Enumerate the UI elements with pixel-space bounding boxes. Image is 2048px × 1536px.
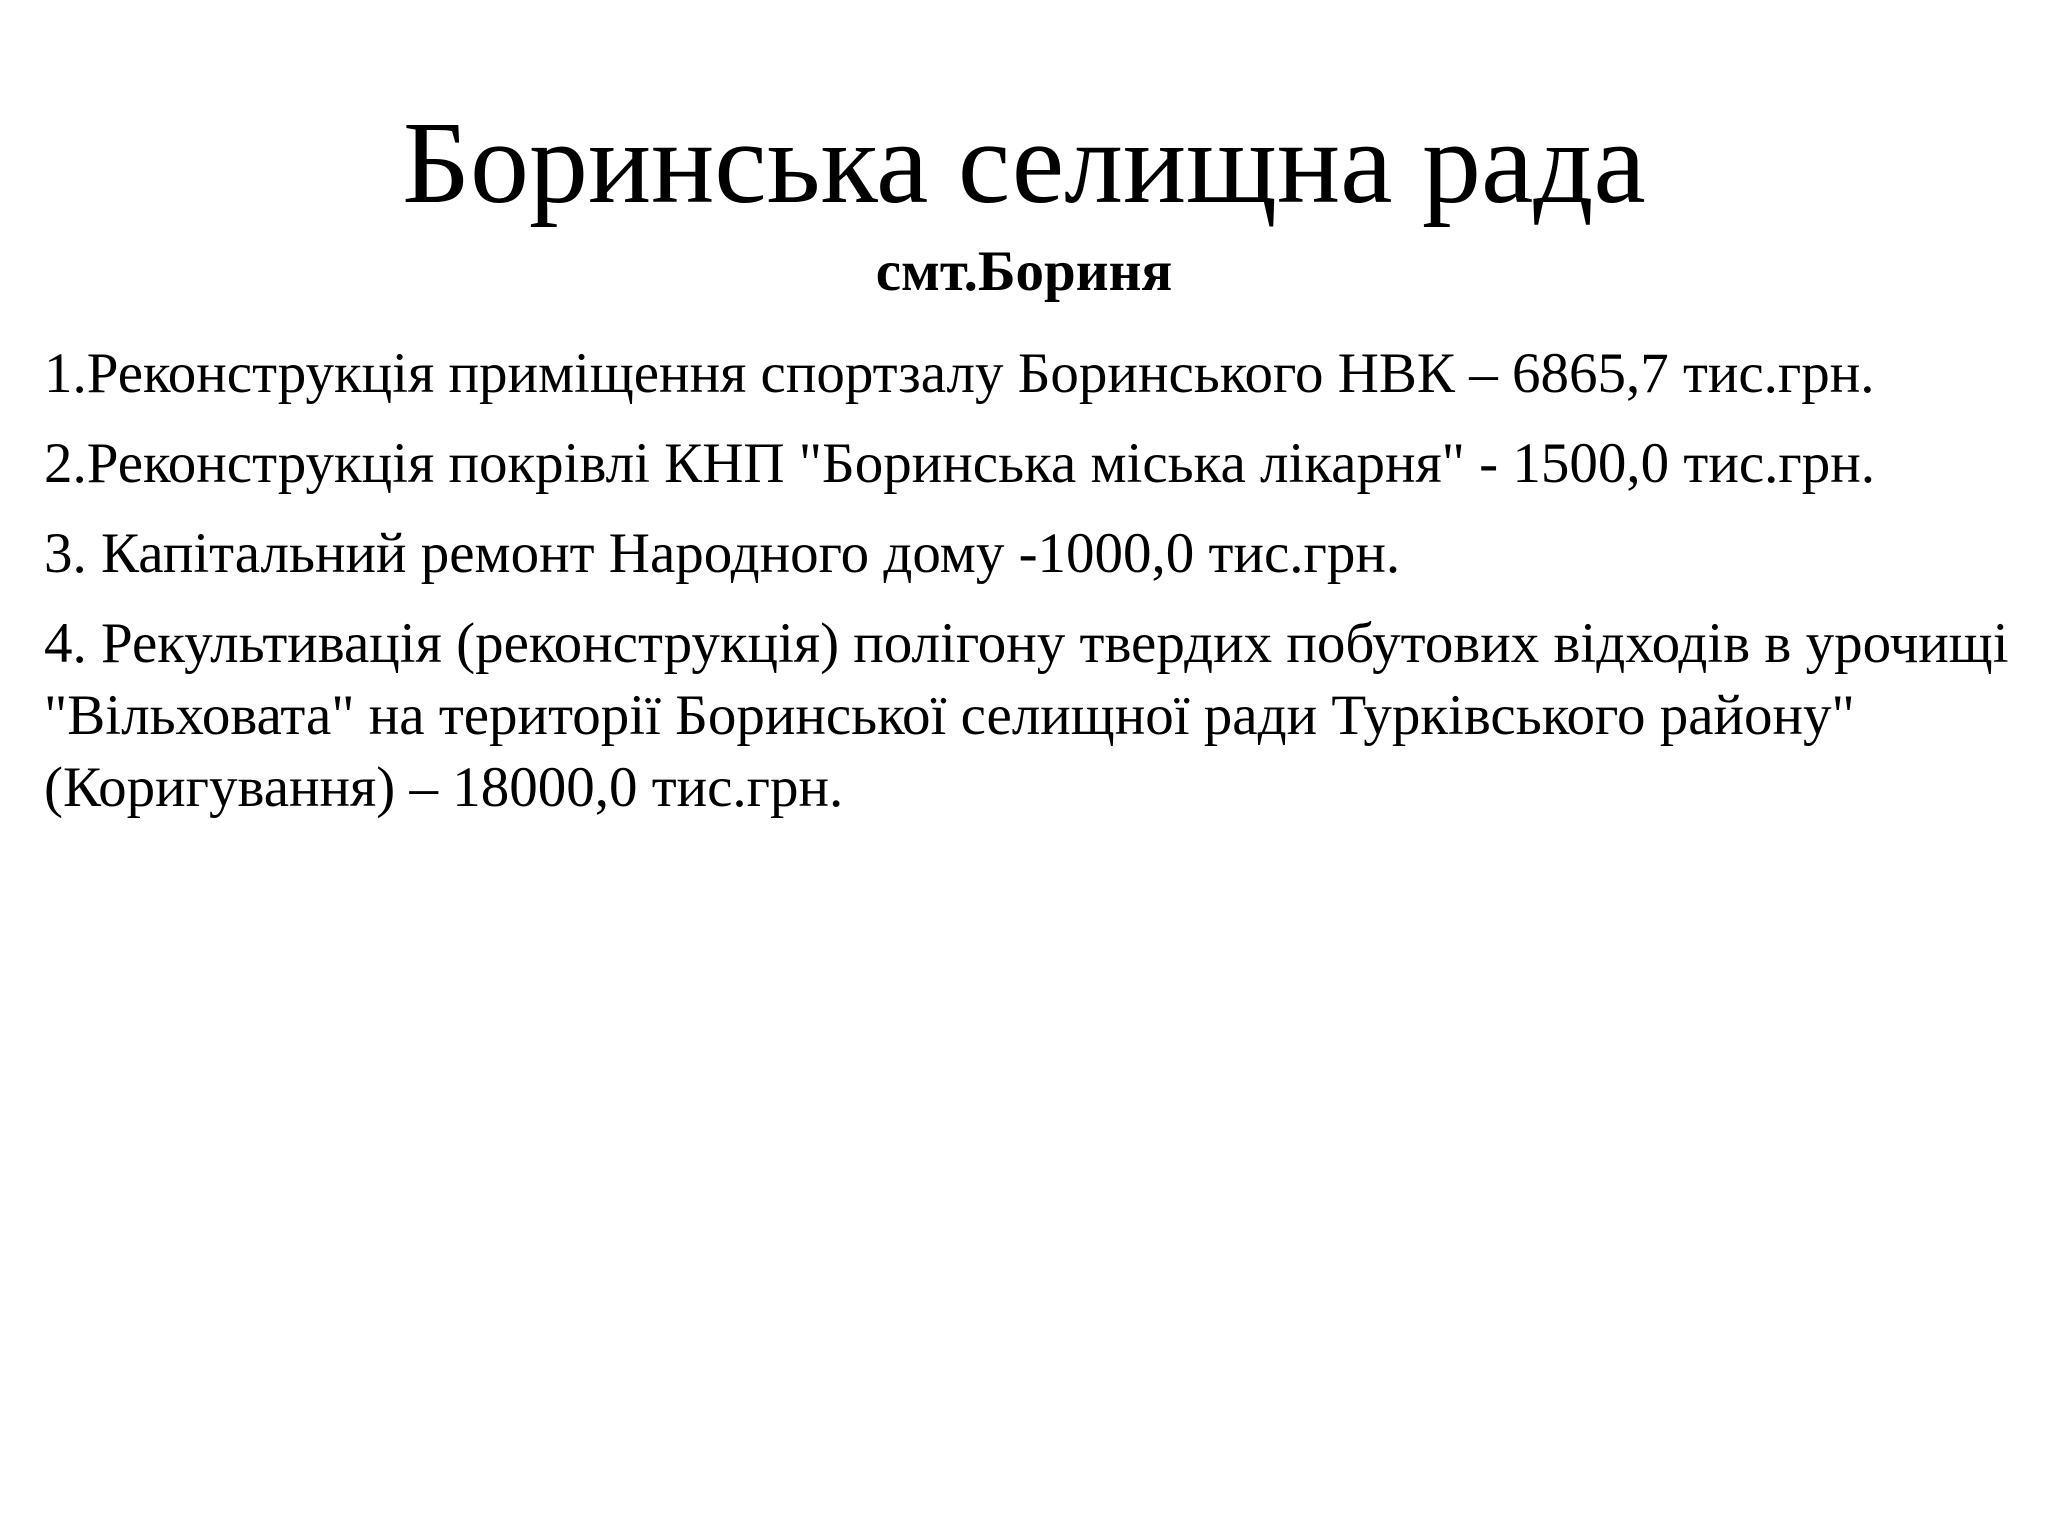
project-item-2: 2.Реконструкція покрівлі КНП "Боринська міська лікарня" - 1500,0 тис.грн. <box>44 432 1876 495</box>
project-item-4: 4. Рекультивація (реконструкція) полігону твердих побутових відходів в урочищі "Вільховата" на території Боринської селищної ради Турківського району" (Коригування) – 18000,0 тис.грн. <box>44 612 2009 819</box>
project-item-1: 1.Реконструкція приміщення спортзалу Боринського НВК – 6865,7 тис.грн. <box>44 342 1875 405</box>
slide-title: Боринська селищна рада <box>402 97 1646 228</box>
project-item-3: 3. Капітальний ремонт Народного дому -1000,0 тис.грн. <box>44 522 1401 585</box>
slide-subtitle: смт.Бориня <box>875 240 1173 303</box>
project-list <box>44 338 2024 842</box>
